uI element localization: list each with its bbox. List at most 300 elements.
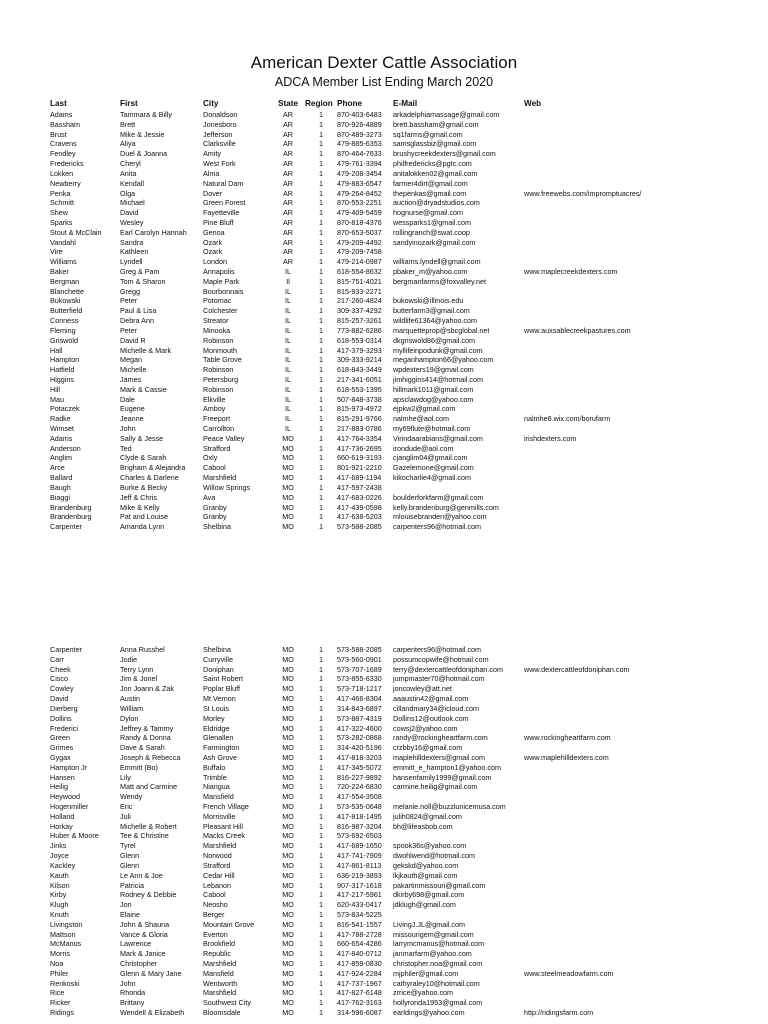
state-cell: MO <box>282 811 294 821</box>
last-name-cell: Mau <box>50 394 64 404</box>
city-cell: Ava <box>203 492 216 502</box>
last-name-cell: Newberry <box>50 178 81 188</box>
table-row <box>50 385 694 395</box>
last-name-cell: Jinks <box>50 841 67 851</box>
last-name-cell: Hill <box>50 384 60 394</box>
phone-cell: 309-337-4292 <box>337 306 382 316</box>
region-cell: 1 <box>319 433 323 443</box>
city-cell: Clarksville <box>203 139 236 149</box>
last-name-cell: Kackley <box>50 860 76 870</box>
table-row <box>50 812 694 822</box>
table-row <box>50 910 694 920</box>
table-body-page1 <box>50 110 694 532</box>
web-cell <box>524 910 694 920</box>
region-cell: 1 <box>319 645 323 654</box>
region-cell: 1 <box>319 792 323 802</box>
email-cell: pbaker_m@yahoo.com <box>393 267 468 276</box>
region-cell: 1 <box>319 821 323 831</box>
web-cell <box>524 763 694 773</box>
web-cell <box>524 998 694 1008</box>
first-name-cell: Tee & Christine <box>120 831 169 841</box>
city-cell: Alma <box>203 168 220 178</box>
table-row <box>50 336 694 346</box>
web-cell <box>524 503 694 513</box>
table-header-row <box>50 98 694 110</box>
city-cell: Ozark <box>203 237 223 247</box>
region-cell: 1 <box>319 703 323 713</box>
email-cell: cathyraley10@hotmail.com <box>393 978 480 988</box>
web-cell: www.dextercattleofdoniphan.com <box>524 664 630 674</box>
city-cell: Mountain Grove <box>203 919 255 929</box>
city-cell: Streator <box>203 316 229 326</box>
first-name-cell: Glenn <box>120 860 140 870</box>
last-name-cell: Hampton <box>50 355 80 365</box>
last-name-cell: Biaggi <box>50 492 70 502</box>
first-name-cell: Brittany <box>120 998 145 1008</box>
last-name-cell: Knuth <box>50 909 69 919</box>
table-row <box>50 503 694 513</box>
city-cell: Annapolis <box>203 267 235 276</box>
city-cell: Mansfield <box>203 792 234 802</box>
region-cell: 1 <box>319 909 323 919</box>
table-row <box>50 920 694 930</box>
web-cell <box>524 169 694 179</box>
header-state: State <box>277 99 299 108</box>
region-cell: 1 <box>319 919 323 929</box>
phone-cell: 417-689-1194 <box>337 473 382 483</box>
document-subtitle: ADCA Member List Ending March 2020 <box>274 75 494 89</box>
web-cell <box>524 453 694 463</box>
last-name-cell: Livingston <box>50 919 83 929</box>
city-cell: Saint Robert <box>203 674 243 684</box>
member-table-page1 <box>50 98 694 532</box>
city-cell: Jefferson <box>203 129 233 139</box>
first-name-cell: Peter <box>120 296 138 306</box>
email-cell: dwohlwend@hotmail.com <box>393 851 476 861</box>
first-name-cell: Lyndell <box>120 257 143 267</box>
email-cell: Virindaarabians@gmail.com <box>393 433 483 443</box>
city-cell: Jonesboro <box>203 119 237 129</box>
table-row <box>50 130 694 140</box>
region-cell: 1 <box>319 227 323 237</box>
first-name-cell: Patricia <box>120 880 144 890</box>
web-cell <box>524 110 694 120</box>
last-name-cell: Kilson <box>50 880 70 890</box>
state-cell: MO <box>282 802 294 811</box>
last-name-cell: Ballard <box>50 473 73 483</box>
region-cell: 1 <box>319 424 323 433</box>
state-cell: MO <box>282 841 294 851</box>
last-name-cell: Brust <box>50 129 67 139</box>
last-name-cell: Kauth <box>50 870 69 880</box>
state-cell: MO <box>282 959 294 968</box>
web-cell <box>524 979 694 989</box>
city-cell: Marshfield <box>203 959 237 968</box>
last-name-cell: Conness <box>50 316 79 326</box>
region-cell: 1 <box>319 217 323 227</box>
city-cell: Maple Park <box>203 276 240 286</box>
email-cell: sq1farms@gmail.com <box>393 129 463 139</box>
phone-cell: 573-282-0868 <box>337 733 382 743</box>
region-cell: 1 <box>319 900 323 910</box>
table-row <box>50 704 694 714</box>
phone-cell: 417-322-4600 <box>337 723 382 733</box>
city-cell: Curryville <box>203 654 233 664</box>
email-cell: anitalokken02@gmail.com <box>393 168 478 178</box>
state-cell: MO <box>282 443 294 453</box>
last-name-cell: Hogenmiller <box>50 802 89 811</box>
email-cell: myllifeinpodunk@gmail.com <box>393 345 483 355</box>
last-name-cell: Hatfield <box>50 365 75 375</box>
last-name-cell: Brandenburg <box>50 502 92 512</box>
table-row <box>50 346 694 356</box>
web-cell <box>524 257 694 267</box>
phone-cell: 573-560-0901 <box>337 654 382 664</box>
table-row <box>50 296 694 306</box>
table-row <box>50 792 694 802</box>
state-cell: MO <box>282 733 294 743</box>
phone-cell: 217-341-6051 <box>337 374 382 384</box>
city-cell: Cabool <box>203 890 226 900</box>
email-cell: janmarfarm@yahoo.com <box>393 949 472 959</box>
table-row <box>50 179 694 189</box>
city-cell: Peace Valley <box>203 433 245 443</box>
phone-cell: 660-654-4286 <box>337 939 382 949</box>
web-cell <box>524 424 694 434</box>
table-row <box>50 139 694 149</box>
last-name-cell: Carr <box>50 654 64 664</box>
first-name-cell: John <box>120 424 136 433</box>
region-cell: 1 <box>319 841 323 851</box>
last-name-cell: Radke <box>50 414 71 424</box>
city-cell: Robinson <box>203 335 234 345</box>
phone-cell: 417-764-3354 <box>337 433 382 443</box>
email-cell: marquetteprop@sbcglobal.net <box>393 325 490 335</box>
region-cell: 1 <box>319 355 323 365</box>
state-cell: MO <box>282 782 294 792</box>
table-row <box>50 694 694 704</box>
last-name-cell: Green <box>50 733 70 743</box>
email-cell: apsclawdog@yahoo.com <box>393 394 474 404</box>
email-cell: samsglassbiz@gmail.com <box>393 139 477 149</box>
web-cell: nalmhe8.wix.com/borufarm <box>524 414 611 424</box>
state-cell: MO <box>282 713 294 723</box>
phone-cell: 870-403-6483 <box>337 110 382 119</box>
region-cell: 1 <box>319 473 323 483</box>
email-cell: melanie.noll@buzzlunicemusa.com <box>393 802 506 811</box>
first-name-cell: Kathleen <box>120 247 149 257</box>
state-cell: MO <box>282 684 294 694</box>
state-cell: MO <box>282 752 294 762</box>
email-cell: cjanglim04@gmail.com <box>393 453 468 463</box>
region-cell: 1 <box>319 713 323 723</box>
first-name-cell: Austin <box>120 694 140 704</box>
email-cell: farmer4dirt@gmail.com <box>393 178 468 188</box>
region-cell: 1 <box>319 119 323 129</box>
table-row <box>50 890 694 900</box>
email-cell <box>393 287 524 297</box>
email-cell: mjphiler@gmail.com <box>393 968 459 978</box>
first-name-cell: Wendy <box>120 792 143 802</box>
region-cell: 1 <box>319 325 323 335</box>
phone-cell: 314-420-5196 <box>337 743 382 753</box>
web-cell <box>524 316 694 326</box>
web-cell <box>524 812 694 822</box>
table-row <box>50 733 694 743</box>
state-cell: IL <box>285 286 291 296</box>
region-cell: 1 <box>319 453 323 463</box>
table-row <box>50 684 694 694</box>
table-row <box>50 900 694 910</box>
first-name-cell: Michelle <box>120 365 147 375</box>
city-cell: Morrisville <box>203 811 236 821</box>
state-cell: MO <box>282 821 294 831</box>
table-row <box>50 434 694 444</box>
city-cell: Lebanon <box>203 880 231 890</box>
city-cell: Green Forest <box>203 198 246 208</box>
table-row <box>50 763 694 773</box>
region-cell: 1 <box>319 654 323 664</box>
state-cell: AR <box>283 149 293 159</box>
first-name-cell: Debra Ann <box>120 316 154 326</box>
state-cell: MO <box>282 919 294 929</box>
state-cell: MO <box>282 463 294 473</box>
email-cell: wildlife61364@yahoo.com <box>393 316 478 326</box>
web-cell <box>524 130 694 140</box>
table-row <box>50 424 694 434</box>
web-cell <box>524 851 694 861</box>
email-cell: wessparks1@gmail.com <box>393 217 471 227</box>
first-name-cell: John <box>120 978 136 988</box>
city-cell: Mansfield <box>203 968 234 978</box>
phone-cell: 314-843-6897 <box>337 703 382 713</box>
first-name-cell: Olga <box>120 188 136 198</box>
table-row <box>50 159 694 169</box>
state-cell: IL <box>285 345 291 355</box>
table-row <box>50 395 694 405</box>
email-cell: larrymcmanus@hotmail.com <box>393 939 485 949</box>
first-name-cell: Charles & Darlene <box>120 473 179 483</box>
region-cell: 1 <box>319 257 323 267</box>
first-name-cell: Gregg <box>120 286 140 296</box>
web-cell <box>524 930 694 940</box>
city-cell: Brookfield <box>203 939 235 949</box>
state-cell: IL <box>285 374 291 384</box>
email-cell: ejpkw2@gmail.com <box>393 404 456 414</box>
header-email: E-Mail <box>393 99 418 108</box>
city-cell: Morley <box>203 713 225 723</box>
last-name-cell: Bassham <box>50 119 80 129</box>
table-row <box>50 120 694 130</box>
region-cell: 1 <box>319 208 323 218</box>
city-cell: Ozark <box>203 247 223 257</box>
state-cell: IL <box>285 267 291 276</box>
first-name-cell: Paul & Lisa <box>120 306 157 316</box>
first-name-cell: Michael <box>120 198 145 208</box>
state-cell: IL <box>285 335 291 345</box>
header-web: Web <box>524 99 542 108</box>
region-cell: 1 <box>319 286 323 296</box>
state-cell: MO <box>282 473 294 483</box>
first-name-cell: Randy & Donna <box>120 733 171 743</box>
phone-cell: 618-554-8632 <box>337 267 382 276</box>
region-cell: 1 <box>319 998 323 1008</box>
table-row <box>50 267 694 277</box>
web-cell <box>524 773 694 783</box>
city-cell: Berger <box>203 909 225 919</box>
state-cell: MO <box>282 929 294 939</box>
phone-cell: 417-818-1495 <box>337 811 382 821</box>
email-cell: bh@lifeasbob.com <box>393 821 453 831</box>
phone-cell: 417-554-3508 <box>337 792 382 802</box>
table-row <box>50 149 694 159</box>
table-row <box>50 871 694 881</box>
city-cell: Pleasant Hill <box>203 821 243 831</box>
state-cell: AR <box>283 168 293 178</box>
last-name-cell: Vandahl <box>50 237 76 247</box>
web-cell: www.steelmeadowfarm.com <box>524 968 614 978</box>
region-cell: 1 <box>319 384 323 394</box>
email-cell: irondude@aol.com <box>393 443 454 453</box>
first-name-cell: Earl Carolyn Hannah <box>120 227 187 237</box>
city-cell: Shelbina <box>203 522 231 532</box>
last-name-cell: Lokken <box>50 168 74 178</box>
first-name-cell: Tom & Sharon <box>120 276 166 286</box>
first-name-cell: Dale <box>120 394 135 404</box>
web-cell <box>524 404 694 414</box>
phone-cell: 815-257-3261 <box>337 316 382 326</box>
region-cell: 1 <box>319 733 323 743</box>
table-body-page2 <box>50 645 694 1018</box>
city-cell: Pine Bluff <box>203 217 234 227</box>
state-cell: MO <box>282 645 294 654</box>
region-cell: 1 <box>319 306 323 316</box>
phone-cell: 417-217-5961 <box>337 890 382 900</box>
city-cell: Marshfield <box>203 473 237 483</box>
email-cell: lkjkauth@gmail.com <box>393 870 458 880</box>
table-row <box>50 822 694 832</box>
region-cell: 1 <box>319 188 323 198</box>
email-cell <box>393 483 524 493</box>
first-name-cell: Glenn <box>120 851 140 861</box>
phone-cell: 573-834-5225 <box>337 909 382 919</box>
table-row <box>50 198 694 208</box>
web-cell <box>524 782 694 792</box>
city-cell: Dover <box>203 188 223 198</box>
last-name-cell: Dierberg <box>50 703 78 713</box>
city-cell: Eldridge <box>203 723 230 733</box>
web-cell <box>524 694 694 704</box>
phone-cell: 573-692-6503 <box>337 831 382 841</box>
city-cell: Republic <box>203 949 231 959</box>
last-name-cell: Hampton Jr <box>50 762 88 772</box>
web-cell <box>524 724 694 734</box>
table-row <box>50 493 694 503</box>
city-cell: Strafford <box>203 443 231 453</box>
email-cell: hollyronda1953@gmail.com <box>393 998 483 1008</box>
state-cell: MO <box>282 743 294 753</box>
first-name-cell: Glenn & Mary Jane <box>120 968 182 978</box>
table-row <box>50 841 694 851</box>
phone-cell: 479-885-6353 <box>337 139 382 149</box>
region-cell: 1 <box>319 129 323 139</box>
region-cell: 1 <box>319 664 323 674</box>
email-cell: jdklugh@gmail.com <box>393 900 456 910</box>
state-cell: MO <box>282 909 294 919</box>
email-cell: kikocharlie4@gmail.com <box>393 473 471 483</box>
last-name-cell: Stout & McClain <box>50 227 102 237</box>
table-row <box>50 189 694 199</box>
region-cell: 1 <box>319 512 323 522</box>
phone-cell: 417-345-5072 <box>337 762 382 772</box>
phone-cell: 636-219-3893 <box>337 870 382 880</box>
web-cell <box>524 120 694 130</box>
email-cell: cowsj2@yahoo.com <box>393 723 458 733</box>
table-row <box>50 802 694 812</box>
last-name-cell: David <box>50 694 69 704</box>
table-row <box>50 773 694 783</box>
city-cell: Genoa <box>203 227 225 237</box>
web-cell <box>524 645 694 655</box>
phone-cell: 816-541-1557 <box>337 919 382 929</box>
table-row <box>50 998 694 1008</box>
state-cell: IL <box>285 296 291 306</box>
web-cell <box>524 684 694 694</box>
last-name-cell: Mattson <box>50 929 76 939</box>
first-name-cell: Anita <box>120 168 137 178</box>
state-cell: AR <box>283 129 293 139</box>
web-cell <box>524 463 694 473</box>
last-name-cell: Sparks <box>50 217 73 227</box>
state-cell: MO <box>282 772 294 782</box>
phone-cell: 815-973-4972 <box>337 404 382 414</box>
phone-cell: 217-260-4824 <box>337 296 382 306</box>
first-name-cell: Jodie <box>120 654 138 664</box>
email-cell: my69flute@hotmail.com <box>393 424 471 433</box>
region-cell: 1 <box>319 110 323 119</box>
web-cell <box>524 218 694 228</box>
table-row <box>50 238 694 248</box>
email-cell: mlouisebranden@yahoo.com <box>393 512 487 522</box>
state-cell: IL <box>285 306 291 316</box>
state-cell: IL <box>285 316 291 326</box>
last-name-cell: Joyce <box>50 851 69 861</box>
city-cell: Shelbina <box>203 645 231 654</box>
region-cell: 1 <box>319 880 323 890</box>
region-cell: 1 <box>319 267 323 276</box>
state-cell: MO <box>282 792 294 802</box>
table-row <box>50 306 694 316</box>
header-phone: Phone <box>337 99 363 108</box>
city-cell: Bourbonnais <box>203 286 244 296</box>
region-cell: 1 <box>319 237 323 247</box>
email-cell: randy@rockingheartfarm.com <box>393 733 488 743</box>
state-cell: MO <box>282 723 294 733</box>
region-cell: 1 <box>319 414 323 424</box>
state-cell: MO <box>282 860 294 870</box>
state-cell: AR <box>283 247 293 257</box>
web-cell <box>524 139 694 149</box>
web-cell <box>524 179 694 189</box>
last-name-cell: Bukowski <box>50 296 81 306</box>
email-cell: LivingJ.JL@gmail.com <box>393 919 466 929</box>
last-name-cell: Fendley <box>50 149 76 159</box>
city-cell: Wentworth <box>203 978 238 988</box>
state-cell: MO <box>282 890 294 900</box>
phone-cell: 479-409-5459 <box>337 208 382 218</box>
email-cell: carpenters96@hotmail.com <box>393 522 481 532</box>
region-cell: 1 <box>319 394 323 404</box>
